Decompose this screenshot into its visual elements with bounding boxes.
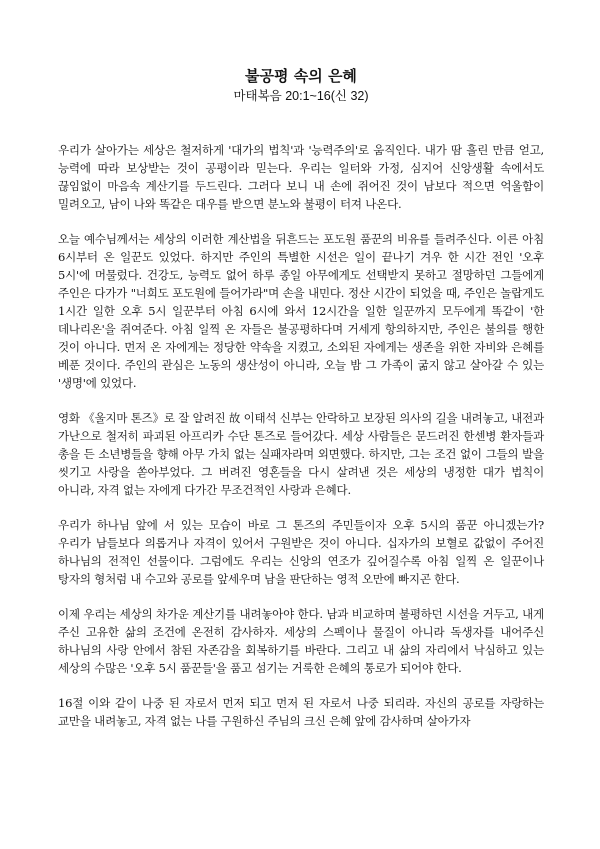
paragraph-2: 오늘 예수님께서는 세상의 이러한 계산법을 뒤흔드는 포도원 품꾼의 비유를 들려주신다. 이른 아침 6시부터 온 일꾼도 있었다. 하지만 주인의 특별한 시선은 일이 끝나기 겨우 한 시간 전인 '오후 5시'에 머물렀다. 건강도, 능력도 없어 하루 종일 아무에게도 선택받지 못하고 절망하던 그들에게 주인은 다가가 "너희도 포도원에 들어가라"며 손을 내민다. 정산 시간이 되었을 때, 주인은 놀랍게도 1시간 일한 오후 5시 일꾼부터 아침 6시에 와서 12시간을 일한 일꾼까지 모두에게 똑같이 '한 데나리온'을 쥐여준다. 아침 일찍 온 자들은 불공평하다며 거세게 항의하지만, 주인은 불의를 행한 것이 아니다. 먼저 온 자에게는 정당한 약속을 지켰고, 소외된 자에게는 생존을 위한 자비와 은혜를 베푼 것이다. 주인의 관심은 노동의 생산성이 아니라, 오늘 밤 그 가족이 굶지 않고 살아갈 수 있는 '생명'에 있었다. [58, 232, 544, 390]
scripture-reference: 마태복음 20:1~16(신 32) [233, 89, 369, 103]
paragraph-6: 16절 이와 같이 나중 된 자로서 먼저 되고 먼저 된 자로서 나중 되리라. 자신의 공로를 자랑하는 교만을 내려놓고, 자격 없는 나를 구원하신 주님의 크신 은혜 앞에 감사하며 살아가자 [58, 696, 544, 728]
paragraph-3: 영화 《울지마 톤즈》로 잘 알려진 故 이태석 신부는 안락하고 보장된 의사의 길을 내려놓고, 내전과 가난으로 철저히 파괴된 아프리카 수단 톤즈로 들어갔다. 세상 사람들은 문드러진 한센병 환자들과 총을 든 소년병들을 향해 아무 가치 없는 실패자라며 외면했다. 하지만, 그는 조건 없이 그들의 발을 씻기고 사랑을 쏟아부었다. 그 버려진 영혼들을 다시 살려낸 것은 세상의 냉정한 대가 법칙이 아니라, 자격 없는 자에게 다가간 무조건적인 사랑과 은혜다. [58, 411, 544, 497]
document-title: 불공평 속의 은혜 [245, 67, 357, 85]
paragraph-4: 우리가 하나님 앞에 서 있는 모습이 바로 그 톤즈의 주민들이자 오후 5시의 품꾼 아니겠는가? 우리가 남들보다 의롭거나 자격이 있어서 구원받은 것이 아니다. 십자가의 보혈로 값없이 주어진 하나님의 전적인 선물이다. 그럼에도 우리는 신앙의 연조가 깊어질수록 아침 일찍 온 일꾼이나 탕자의 형처럼 내 수고와 공로를 앞세우며 남을 판단하는 영적 오만에 빠지곤 한다. [58, 518, 544, 586]
paragraph-5: 이제 우리는 세상의 차가운 계산기를 내려놓아야 한다. 남과 비교하며 불평하던 시선을 거두고, 내게 주신 고유한 삶의 조건에 온전히 감사하자. 세상의 스펙이나 물질이 아니라 독생자를 내어주신 하나님의 사랑 안에서 참된 자존감을 회복하기를 바란다. 그리고 내 삶의 자리에서 낙심하고 있는 세상의 수많은 '오후 5시 품꾼들'을 품고 섬기는 거룩한 은혜의 통로가 되어야 한다. [58, 607, 544, 675]
paragraph-1: 우리가 살아가는 세상은 철저하게 '대가의 법칙'과 '능력주의'로 움직인다. 내가 땀 흘린 만큼 얻고, 능력에 따라 보상받는 것이 공평이라 믿는다. 우리는 일터와 가정, 심지어 신앙생활 속에서도 끊임없이 마음속 계산기를 두드린다. 그러다 보니 내 손에 쥐어진 것이 남보다 적으면 억울함이 밀려오고, 남이 나와 똑같은 대우를 받으면 분노와 불평이 터져 나온다. [58, 143, 544, 211]
